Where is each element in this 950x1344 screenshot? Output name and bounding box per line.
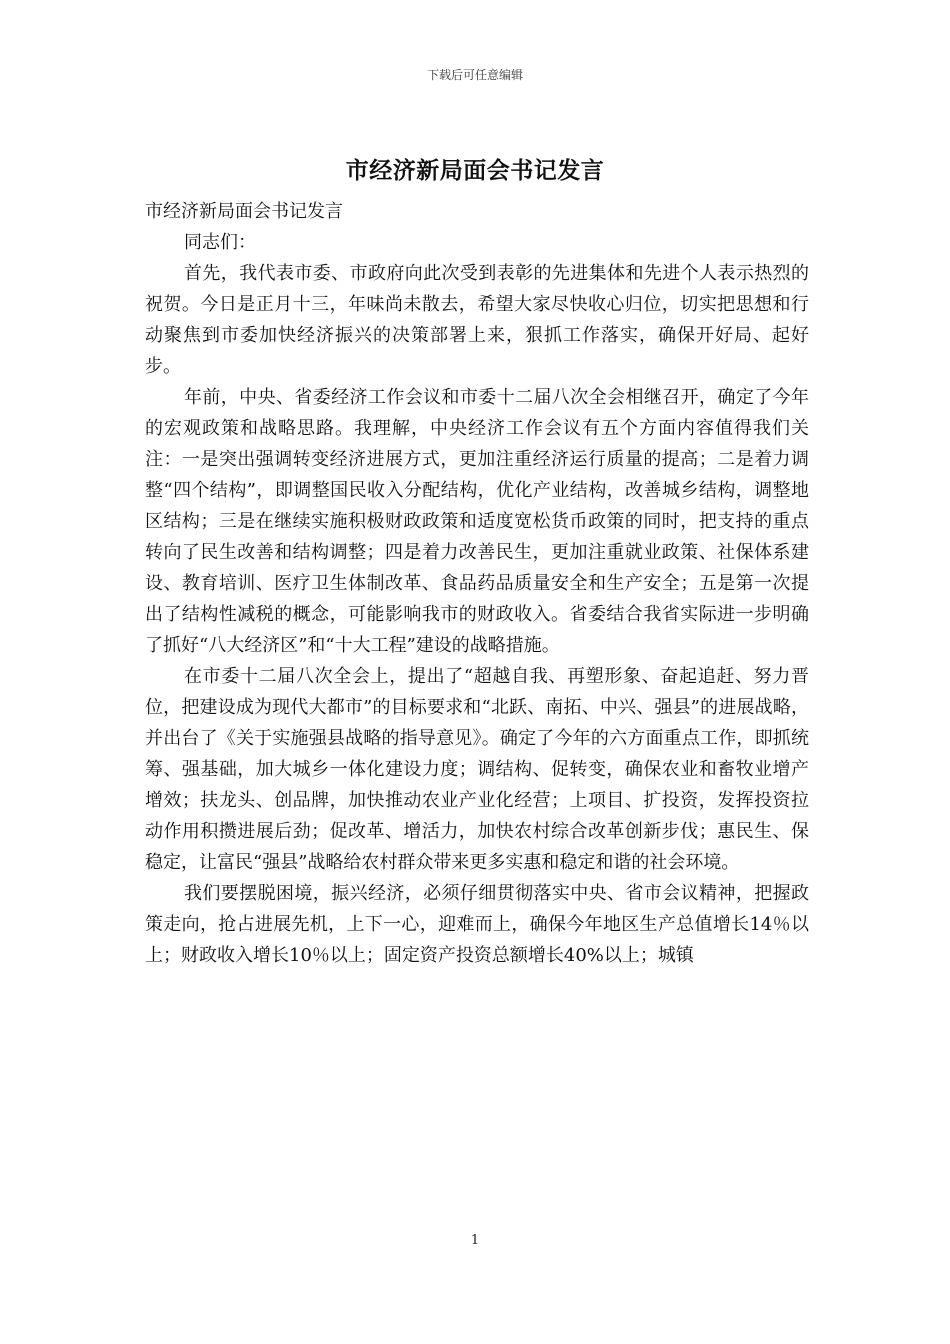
paragraph: 首先，我代表市委、市政府向此次受到表彰的先进集体和先进个人表示热烈的祝贺。今日是正月十三，年味尚未散去，希望大家尽快收心归位，切实把思想和行动聚焦到市委加快经济振兴的决策部署上来，狠抓工作落实，确保开好局、起好步。 xyxy=(145,263,809,377)
document-subtitle: 市经济新局面会书记发言 xyxy=(145,201,343,222)
document-body xyxy=(145,196,809,971)
page-number: 1 xyxy=(470,1233,480,1248)
salutation: 同志们： xyxy=(184,232,256,253)
paragraph: 我们要摆脱困境，振兴经济，必须仔细贯彻落实中央、省市会议精神，把握政策走向，抢占进展先机，上下一心，迎难而上，确保今年地区生产总值增长14％以上；财政收入增长10％以上；固定资产投资总额增长40%以上；城镇 xyxy=(145,883,809,966)
paragraph: 年前，中央、省委经济工作会议和市委十二届八次全会相继召开，确定了今年的宏观政策和战略思路。我理解，中央经济工作会议有五个方面内容值得我们关注：一是突出强调转变经济进展方式，更加注重经济运行质量的提高；二是着力调整“四个结构”，即调整国民收入分配结构，优化产业结构，改善城乡结构，调整地区结构；三是在继续实施积极财政政策和适度宽松货币政策的同时，把支持的重点转向了民生改善和结构调整；四是着力改善民生，更加注重就业政策、社保体系建设、教育培训、医疗卫生体制改革、食品药品质量安全和生产安全；五是第一次提出了结构性减税的概念，可能影响我市的财政收入。省委结合我省实际进一步明确了抓好“八大经济区”和“十大工程”建设的战略措施。 xyxy=(145,387,809,656)
page-header: 下载后可任意编辑 xyxy=(426,68,523,82)
paragraph: 在市委十二届八次全会上，提出了“超越自我、再塑形象、奋起追赶、努力晋位，把建设成为现代大都市”的目标要求和“北跃、南拓、中兴、强县”的进展战略，并出台了《关于实施强县战略的指导意见》。确定了今年的六方面重点工作，即抓统筹、强基础，加大城乡一体化建设力度；调结构、促转变，确保农业和畜牧业增产增效；扶龙头、创品牌，加快推动农业产业化经营；上项目、扩投资，发挥投资拉动作用积攒进展后劲；促改革、增活力，加快农村综合改革创新步伐；惠民生、保稳定，让富民“强县”战略给农村群众带来更多实惠和稳定和谐的社会环境。 xyxy=(145,666,809,873)
document-title: 市经济新局面会书记发言 xyxy=(345,157,605,184)
